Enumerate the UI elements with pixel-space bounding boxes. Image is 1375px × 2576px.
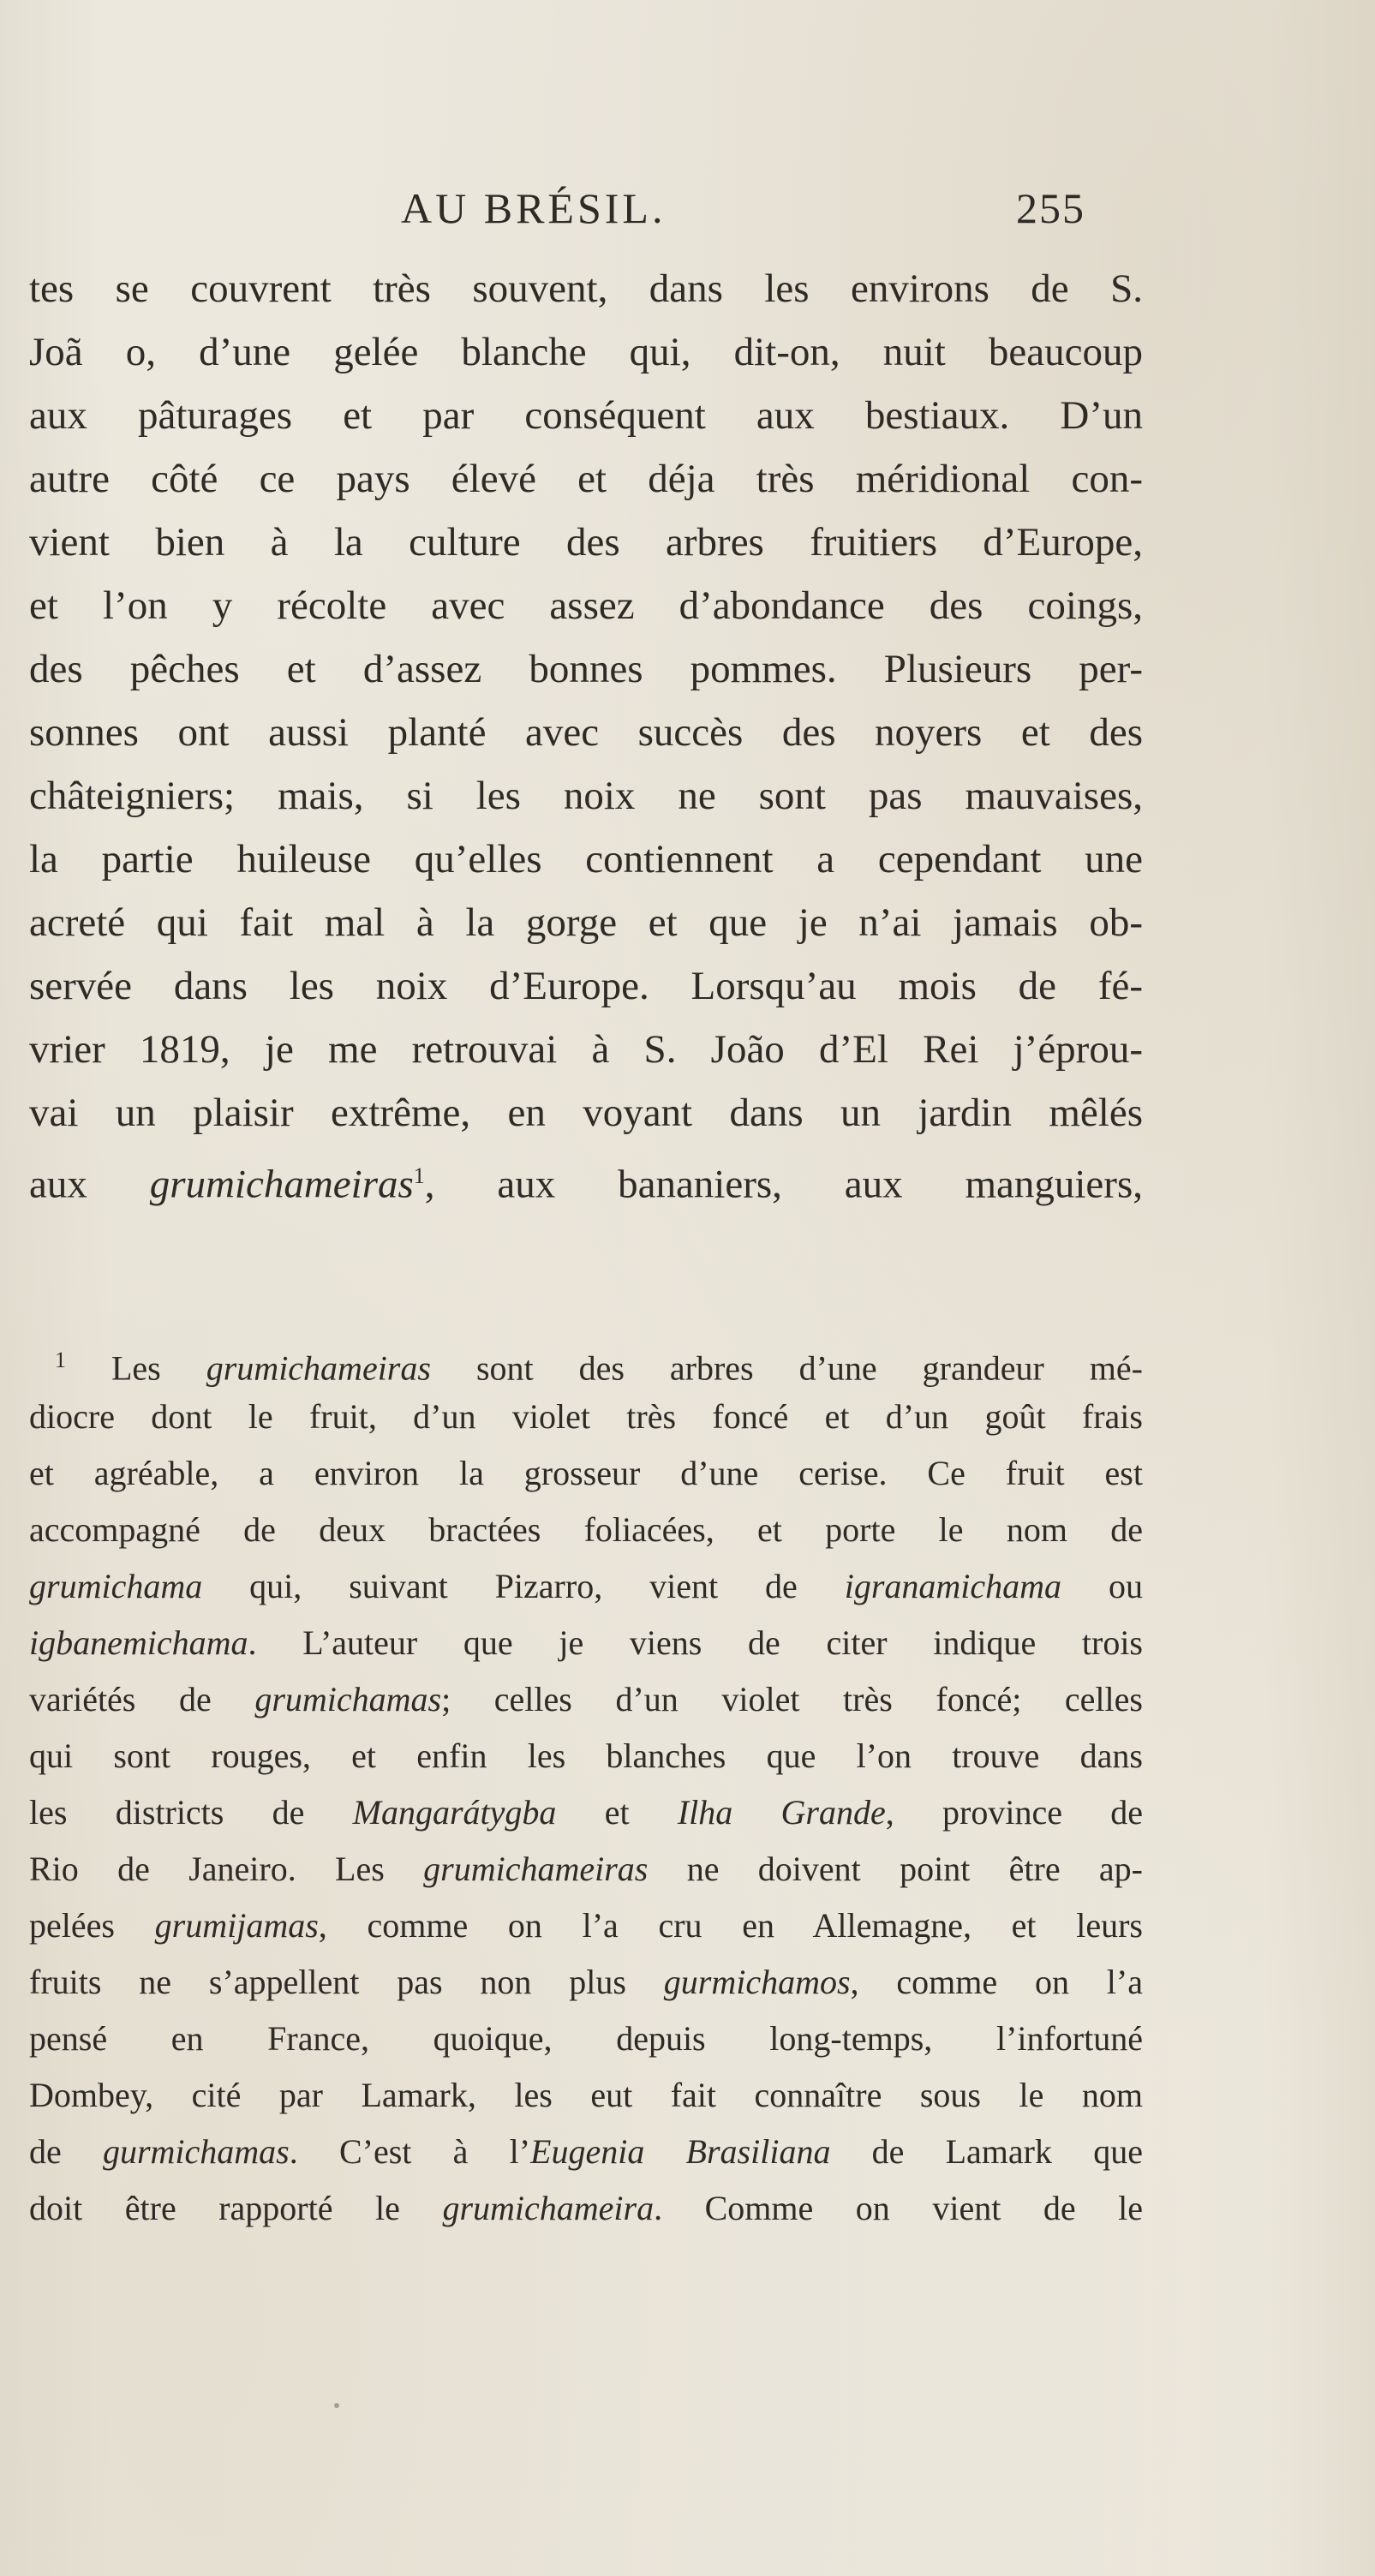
- text-segment: diocre dont le fruit, d’un violet très foncé et d’un goût frais: [29, 1397, 1143, 1436]
- text-segment: les districts de: [29, 1793, 353, 1832]
- text-segment: . L’auteur que je viens de citer indique trois: [248, 1623, 1143, 1662]
- body-line: [29, 891, 1143, 954]
- body-line: [29, 320, 1143, 384]
- text-segment: , aux bananiers, aux manguiers,: [424, 1162, 1143, 1207]
- text-segment: vient bien à la culture des arbres fruitiers d’Europe,: [29, 520, 1143, 565]
- footnote-line: [29, 1615, 1143, 1671]
- footnote-line: [29, 1502, 1143, 1558]
- text-segment: pensé en France, quoique, depuis long-temps, l’infortuné: [29, 2019, 1143, 2058]
- body-line: [29, 1018, 1143, 1081]
- text-segment: variétés de: [29, 1680, 255, 1718]
- footnote-marker: 1: [55, 1348, 66, 1372]
- text-segment: ; celles d’un violet très foncé; celles: [441, 1680, 1143, 1718]
- text-segment: , province de: [885, 1793, 1143, 1832]
- text-segment: tes se couvrent très souvent, dans les environs de S.: [29, 266, 1143, 311]
- text-segment: aux: [29, 1162, 150, 1207]
- text-segment: vrier 1819, je me retrouvai à S. João d’El Rei j’éprou-: [29, 1027, 1143, 1072]
- text-segment: , comme on l’a: [850, 1963, 1143, 2001]
- italic-text: grumichameiras: [206, 1348, 431, 1388]
- text-segment: Joã o, d’une gelée blanche qui, dit-on, nuit beaucoup: [29, 330, 1143, 374]
- body-line: [29, 257, 1143, 320]
- body-line: [29, 447, 1143, 511]
- footnote-line: [29, 1728, 1143, 1784]
- footnote-marker: 1: [413, 1163, 425, 1188]
- italic-text: grumichameiras: [149, 1162, 414, 1207]
- text-segment: Les: [66, 1348, 206, 1388]
- text-segment: . Comme on vient de le: [654, 2189, 1143, 2227]
- text-segment: vai un plaisir extrême, en voyant dans un jardin mêlés: [29, 1091, 1143, 1135]
- running-title: AU BRÉSIL.: [401, 184, 667, 232]
- text-segment: ne doivent point être ap-: [648, 1850, 1143, 1888]
- italic-text: grumichameiras: [423, 1850, 649, 1888]
- italic-text: Eugenia Brasiliana: [530, 2132, 831, 2171]
- text-segment: Dombey, cité par Lamark, les eut fait connaître sous le nom: [29, 2076, 1143, 2114]
- footnote-line: [29, 1332, 1143, 1389]
- text-segment: sonnes ont aussi planté avec succès des noyers et des: [29, 710, 1143, 755]
- text-segment: doit être rapporté le: [29, 2189, 443, 2227]
- text-segment: . C’est à l’: [289, 2132, 531, 2171]
- footnote-line: [29, 1671, 1143, 1728]
- footnote-line: [29, 1841, 1143, 1898]
- footnote-line: [29, 1898, 1143, 1954]
- footnote: [29, 1332, 1143, 2237]
- body-line: [29, 828, 1143, 891]
- text-segment: et l’on y récolte avec assez d’abondance des coings,: [29, 583, 1143, 628]
- body-line: [29, 1081, 1143, 1145]
- text-segment: aux pâturages et par conséquent aux bestiaux. D’un: [29, 393, 1143, 438]
- footnote-line: [29, 1558, 1143, 1615]
- body-line: [29, 637, 1143, 701]
- italic-text: Ilha Grande: [677, 1793, 886, 1832]
- text-segment: châteigniers; mais, si les noix ne sont pas mauvaises,: [29, 774, 1143, 818]
- body-line: [29, 384, 1143, 447]
- body-line: [29, 511, 1143, 574]
- text-segment: qui, suivant Pizarro, vient de: [202, 1567, 845, 1605]
- text-segment: ou: [1061, 1567, 1143, 1605]
- text-segment: de: [29, 2132, 103, 2171]
- footnote-line: [29, 2124, 1143, 2180]
- text-segment: qui sont rouges, et enfin les blanches que l’on trouve dans: [29, 1736, 1143, 1775]
- text-segment: la partie huileuse qu’elles contiennent a cependant une: [29, 837, 1143, 882]
- text-segment: de Lamark que: [830, 2132, 1143, 2171]
- italic-text: grumichamas: [254, 1680, 442, 1718]
- italic-text: grumichameira: [442, 2189, 655, 2227]
- italic-text: grumijamas: [154, 1906, 319, 1945]
- paper-speck: [334, 2403, 339, 2408]
- footnote-line: [29, 2067, 1143, 2124]
- body-text: [29, 257, 1143, 1208]
- body-line: [29, 574, 1143, 637]
- text-segment: des pêches et d’assez bonnes pommes. Plusieurs per-: [29, 647, 1143, 691]
- italic-text: igbanemichama: [29, 1623, 248, 1662]
- text-segment: , comme on l’a cru en Allemagne, et leurs: [318, 1906, 1143, 1945]
- text-segment: accompagné de deux bractées foliacées, et porte le nom de: [29, 1510, 1143, 1549]
- text-segment: acreté qui fait mal à la gorge et que je n’ai jamais ob-: [29, 900, 1143, 945]
- text-segment: sont des arbres d’une grandeur mé-: [430, 1348, 1143, 1388]
- text-segment: servée dans les noix d’Europe. Lorsqu’au mois de fé-: [29, 964, 1143, 1008]
- text-segment: autre côté ce pays élevé et déja très méridional con-: [29, 457, 1143, 501]
- footnote-line: [29, 2180, 1143, 2237]
- italic-text: grumichama: [29, 1567, 203, 1605]
- body-line: [29, 764, 1143, 828]
- footnote-line: [29, 1954, 1143, 2011]
- text-segment: Rio de Janeiro. Les: [29, 1850, 424, 1888]
- body-line: [29, 954, 1143, 1018]
- footnote-line: [29, 1784, 1143, 1841]
- text-segment: pelées: [29, 1906, 155, 1945]
- italic-text: Mangarátygba: [352, 1793, 557, 1832]
- footnote-line: [29, 1445, 1143, 1502]
- footnote-line: [29, 1389, 1143, 1445]
- page-number: 255: [1016, 184, 1085, 232]
- text-segment: fruits ne s’appellent pas non plus: [29, 1963, 664, 2001]
- text-segment: et: [556, 1793, 678, 1832]
- italic-text: igranamichama: [844, 1567, 1062, 1605]
- page-header: [0, 178, 1375, 238]
- text-segment: et agréable, a environ la grosseur d’une cerise. Ce fruit est: [29, 1454, 1143, 1492]
- body-line: [29, 701, 1143, 764]
- body-line: [29, 1145, 1143, 1208]
- footnote-line: [29, 2011, 1143, 2067]
- italic-text: gurmichamos: [663, 1963, 851, 2001]
- italic-text: gurmichamas: [102, 2132, 290, 2171]
